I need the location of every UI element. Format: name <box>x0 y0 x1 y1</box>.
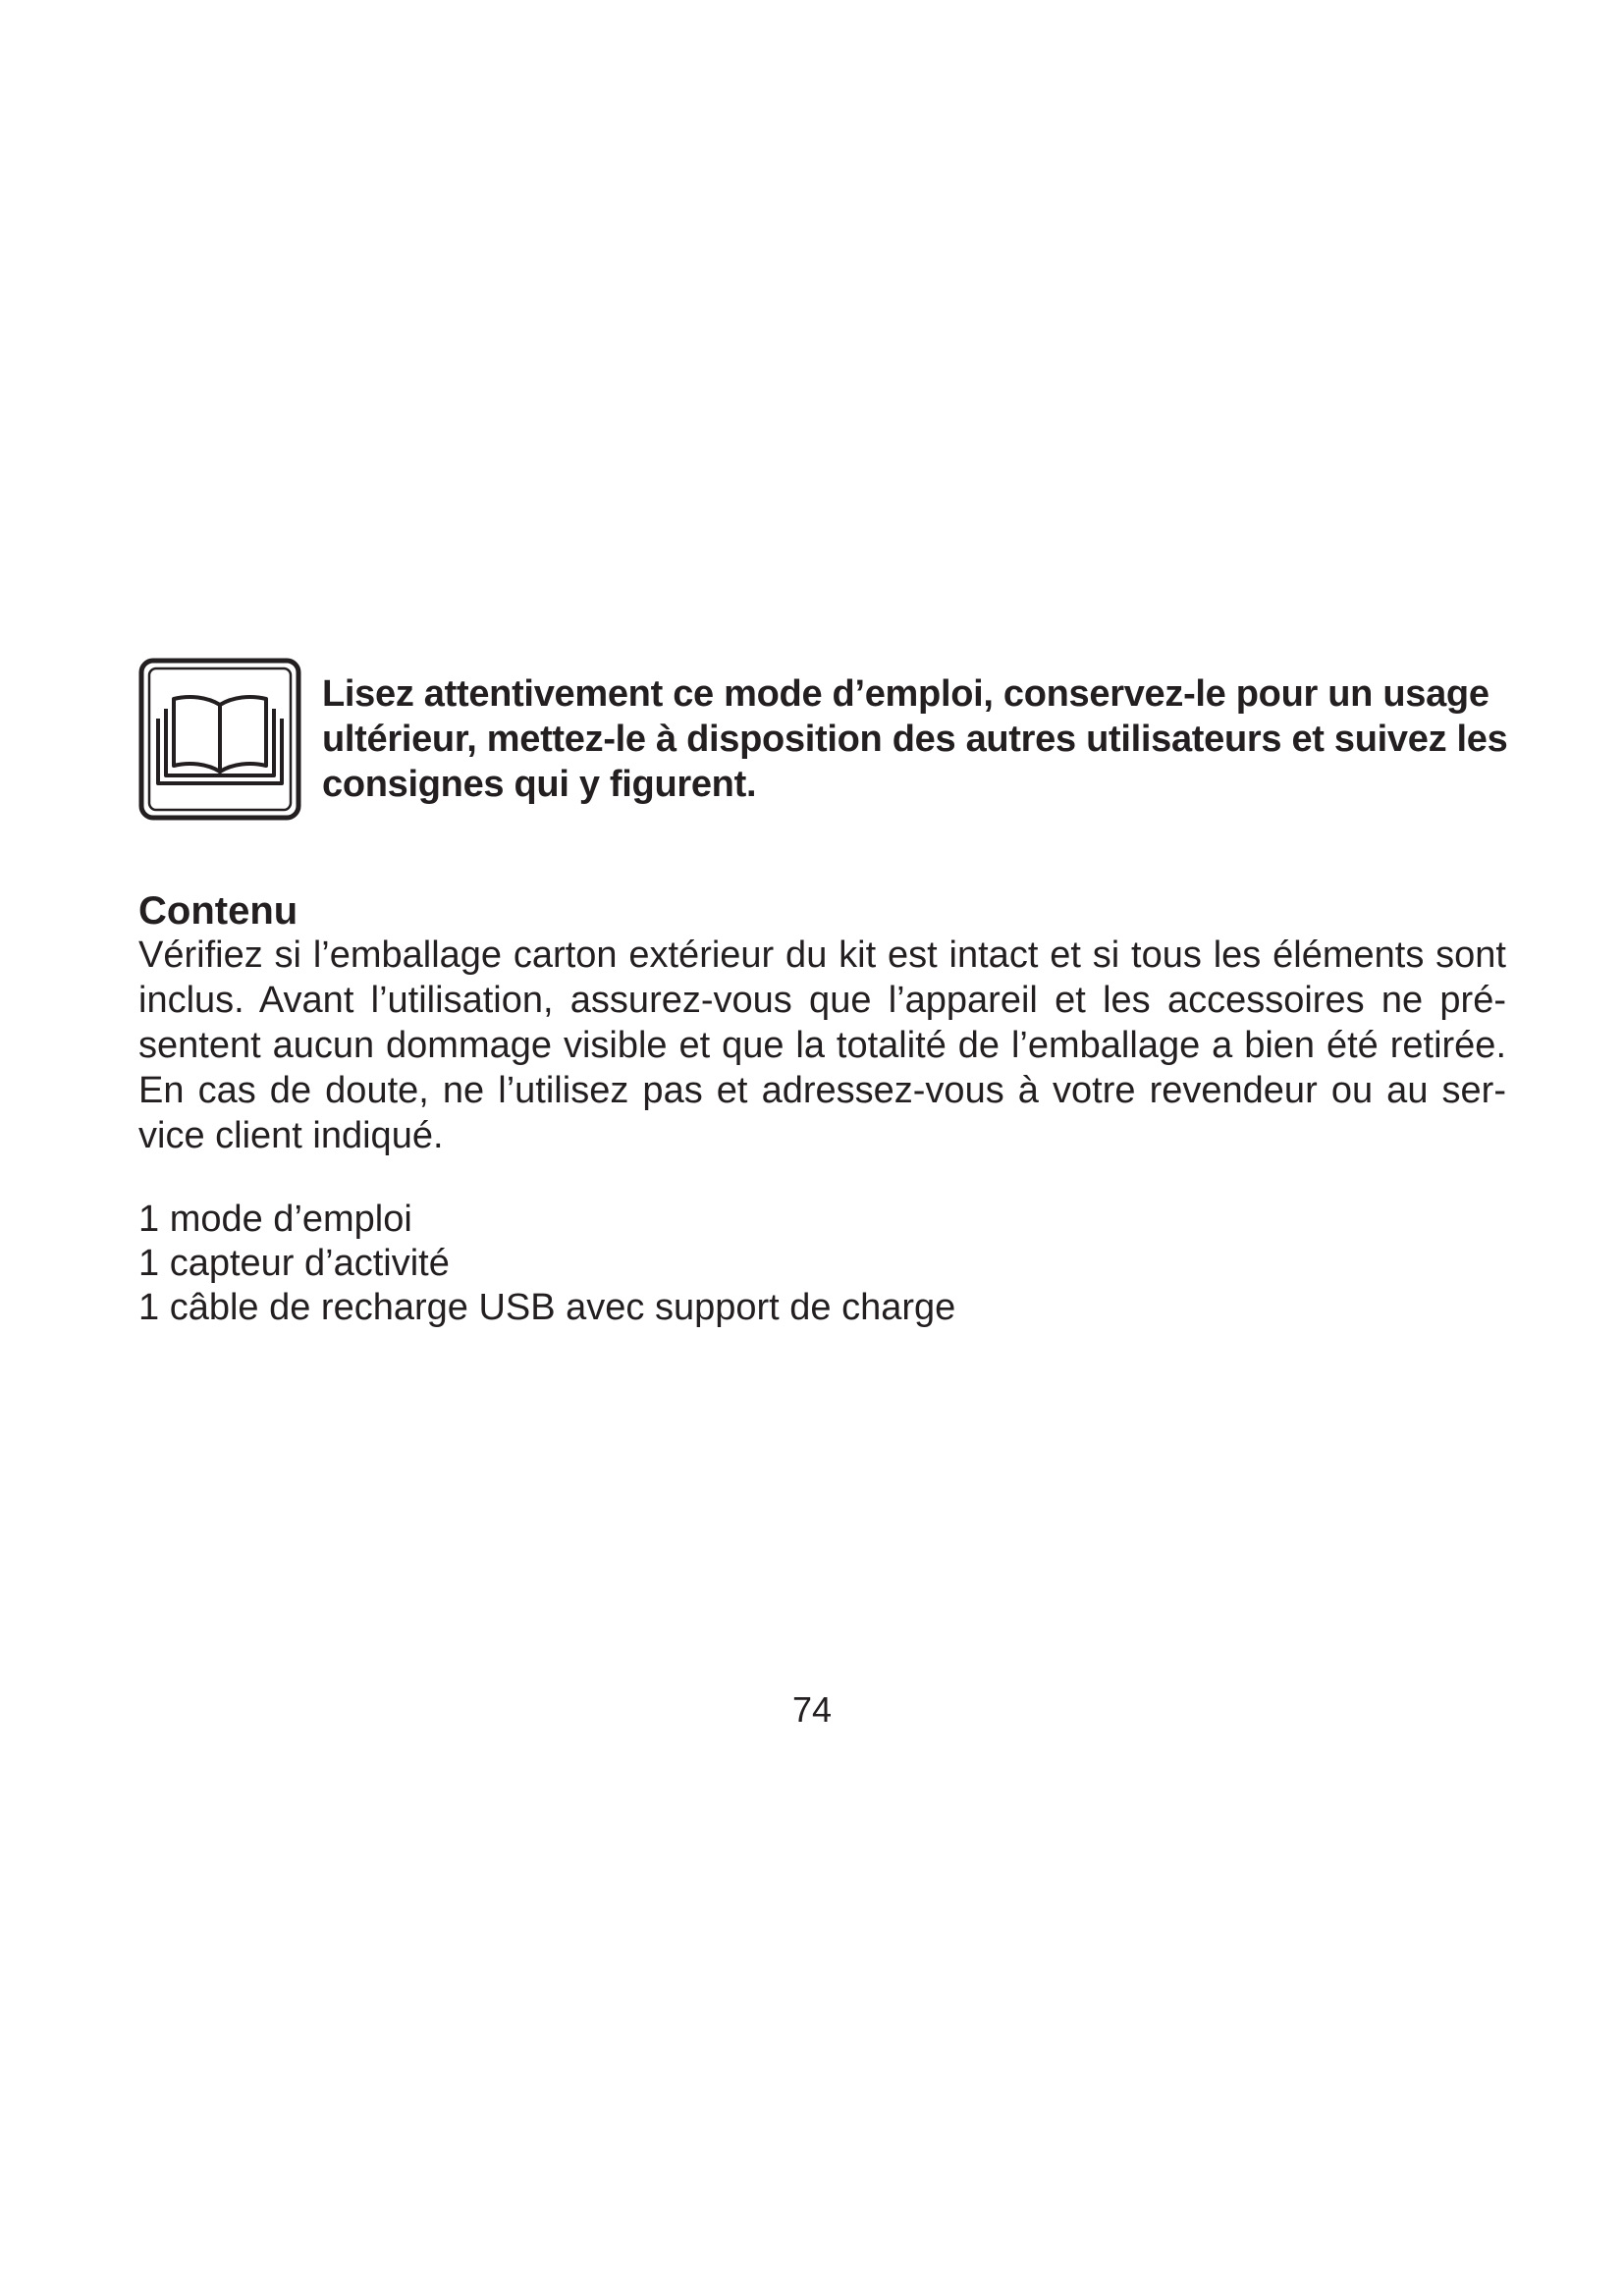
list-item: 1 mode d’emploi <box>138 1199 412 1240</box>
page-number: 74 <box>791 1689 833 1730</box>
section-body: Vérifiez si l’emballage carton extérieur du kit est intact et si tous les éléments sont inclus. Avant l’utilisation, assurez-vous que l’appareil et les accessoires ne présentent aucun dommage visible et que la totalité de l’emballage a bien été retirée. En cas de doute, ne l’utilisez pas et adressez-vous à votre revendeur ou au service client indiqué. <box>138 934 1506 1156</box>
contents-list <box>138 1198 955 1330</box>
notice-text: Lisez attentivement ce mode d’emploi, conservez-le pour un usage ultérieur, mettez-le à disposition des autres utilisateurs et suivez les consignes qui y figurent. <box>322 673 1508 805</box>
book-icon <box>138 658 301 821</box>
list-item: 1 capteur d’activité <box>138 1243 450 1284</box>
section-title-contenu: Contenu <box>138 889 298 933</box>
list-item: 1 câble de recharge USB avec support de charge <box>138 1287 956 1328</box>
read-instructions-notice <box>138 658 1513 821</box>
